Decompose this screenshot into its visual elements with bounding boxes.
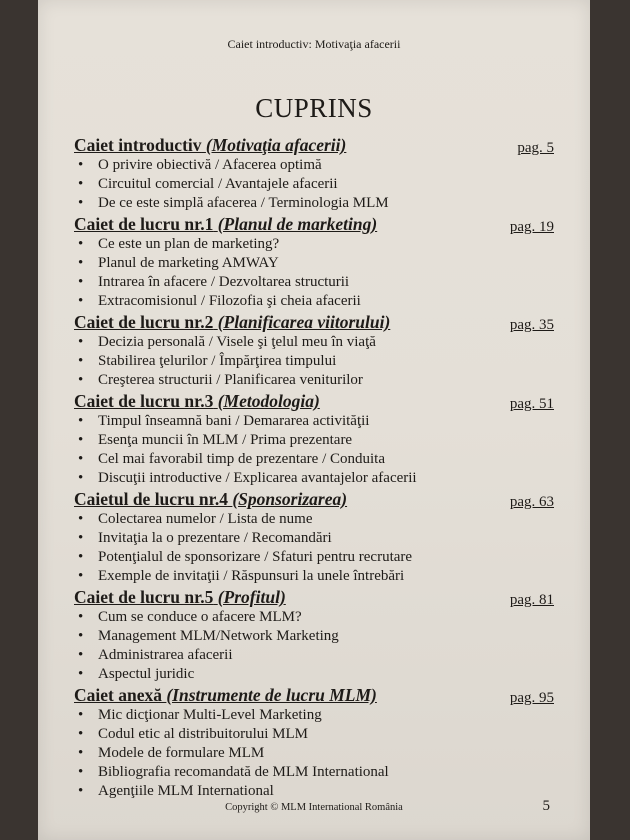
bullet-icon: • — [78, 293, 84, 309]
toc-item: • Cel mai favorabil timp de prezentare / Conduita — [78, 451, 385, 467]
toc-section — [74, 684, 554, 801]
section-page-number: pag. 35 — [509, 317, 554, 333]
toc-item: • Discuţii introductive / Explicarea avantajelor afacerii — [78, 470, 417, 486]
section-page-number: pag. 63 — [509, 494, 554, 510]
bullet-icon: • — [78, 745, 84, 761]
section-subtitle: (Planul de marketing) — [217, 214, 378, 234]
bullet-icon: • — [78, 353, 84, 369]
bullet-icon: • — [78, 274, 84, 290]
toc-item: • Management MLM/Network Marketing — [78, 628, 339, 644]
table-of-contents — [74, 134, 554, 801]
section-heading[interactable] — [74, 134, 554, 156]
toc-item: • Codul etic al distribuitorului MLM — [78, 726, 308, 742]
toc-item: • Planul de marketing AMWAY — [78, 255, 279, 271]
section-label: Caiet de lucru nr.5 — [74, 587, 214, 607]
section-heading[interactable] — [74, 213, 554, 235]
toc-item: • Intrarea în afacere / Dezvoltarea structurii — [78, 274, 350, 290]
toc-item: • Agenţiile MLM International — [78, 783, 274, 799]
bullet-icon: • — [78, 195, 84, 211]
bullet-icon: • — [78, 647, 84, 663]
bullet-icon: • — [78, 432, 84, 448]
bullet-icon: • — [78, 549, 84, 565]
toc-item: • Invitaţia la o prezentare / Recomandări — [78, 530, 332, 546]
bullet-icon: • — [78, 451, 84, 467]
toc-section — [74, 213, 554, 311]
toc-item: • Mic dicţionar Multi-Level Marketing — [78, 707, 322, 723]
bullet-icon: • — [78, 609, 84, 625]
toc-item: • Exemple de invitaţii / Răspunsuri la unele întrebări — [78, 568, 405, 584]
toc-item: • Cum se conduce o afacere MLM? — [78, 609, 302, 625]
toc-item: • Extracomisionul / Filozofia şi cheia afacerii — [78, 293, 361, 309]
bullet-icon: • — [78, 334, 84, 350]
section-heading[interactable] — [74, 684, 554, 706]
toc-section — [74, 311, 554, 390]
bullet-icon: • — [78, 255, 84, 271]
bullet-icon: • — [78, 764, 84, 780]
page-title: CUPRINS — [255, 93, 373, 123]
section-heading[interactable] — [74, 311, 554, 333]
section-page-number: pag. 19 — [509, 219, 554, 235]
toc-section — [74, 586, 554, 684]
bullet-icon: • — [78, 666, 84, 682]
toc-item: • Decizia personală / Visele şi ţelul meu în viaţă — [78, 334, 376, 350]
toc-section — [74, 390, 554, 488]
section-label: Caietul de lucru nr.4 — [74, 489, 228, 509]
section-label: Caiet de lucru nr.3 — [74, 391, 214, 411]
toc-section — [74, 488, 554, 586]
section-label: Caiet anexă — [74, 685, 162, 705]
bullet-icon: • — [78, 628, 84, 644]
bullet-icon: • — [78, 176, 84, 192]
book-page — [38, 0, 590, 840]
bullet-icon: • — [78, 568, 84, 584]
toc-item: • Circuitul comercial / Avantajele afacerii — [78, 176, 338, 192]
section-heading[interactable] — [74, 488, 554, 510]
bullet-icon: • — [78, 726, 84, 742]
toc-item: • Modele de formulare MLM — [78, 745, 265, 761]
section-subtitle: (Motivaţia afacerii) — [205, 135, 347, 155]
bullet-icon: • — [78, 413, 84, 429]
toc-item: • Stabilirea ţelurilor / Împărţirea timpului — [78, 353, 337, 369]
section-subtitle: (Planificarea viitorului) — [217, 312, 391, 332]
toc-item: • Ce este un plan de marketing? — [78, 236, 280, 252]
bullet-icon: • — [78, 511, 84, 527]
toc-item: • Esenţa muncii în MLM / Prima prezentare — [78, 432, 353, 448]
bullet-icon: • — [78, 530, 84, 546]
toc-item: • Potenţialul de sponsorizare / Sfaturi pentru recrutare — [78, 549, 413, 565]
bullet-icon: • — [78, 783, 84, 799]
copyright-footer: Copyright © MLM International România — [225, 802, 403, 813]
section-subtitle: (Profitul) — [217, 587, 286, 607]
section-subtitle: (Instrumente de lucru MLM) — [166, 685, 377, 705]
section-page-number: pag. 81 — [509, 592, 554, 608]
bullet-icon: • — [78, 372, 84, 388]
bullet-icon: • — [78, 707, 84, 723]
bullet-icon: • — [78, 157, 84, 173]
toc-item: • Creşterea structurii / Planificarea veniturilor — [78, 372, 363, 388]
section-subtitle: (Sponsorizarea) — [232, 489, 348, 509]
toc-item: • Colectarea numelor / Lista de nume — [78, 511, 313, 527]
section-label: Caiet introductiv — [74, 135, 202, 155]
bullet-icon: • — [78, 470, 84, 486]
section-page-number: pag. 51 — [509, 396, 554, 412]
toc-item: • Aspectul juridic — [78, 666, 195, 682]
section-heading[interactable] — [74, 390, 554, 412]
toc-item: • De ce este simplă afacerea / Terminologia MLM — [78, 195, 389, 211]
toc-section — [74, 134, 554, 213]
toc-item: • Bibliografia recomandată de MLM International — [78, 764, 389, 780]
toc-item: • O privire obiectivă / Afacerea optimă — [78, 157, 322, 173]
running-head: Caiet introductiv: Motivaţia afacerii — [227, 37, 401, 51]
toc-item: • Administrarea afacerii — [78, 647, 233, 663]
page-number: 5 — [542, 798, 550, 814]
toc-item: • Timpul înseamnă bani / Demararea activităţii — [78, 413, 370, 429]
section-heading[interactable] — [74, 586, 554, 608]
section-page-number: pag. 95 — [509, 690, 554, 706]
section-label: Caiet de lucru nr.1 — [74, 214, 214, 234]
section-subtitle: (Metodologia) — [217, 391, 320, 411]
bullet-icon: • — [78, 236, 84, 252]
section-label: Caiet de lucru nr.2 — [74, 312, 214, 332]
section-page-number: pag. 5 — [517, 140, 554, 156]
